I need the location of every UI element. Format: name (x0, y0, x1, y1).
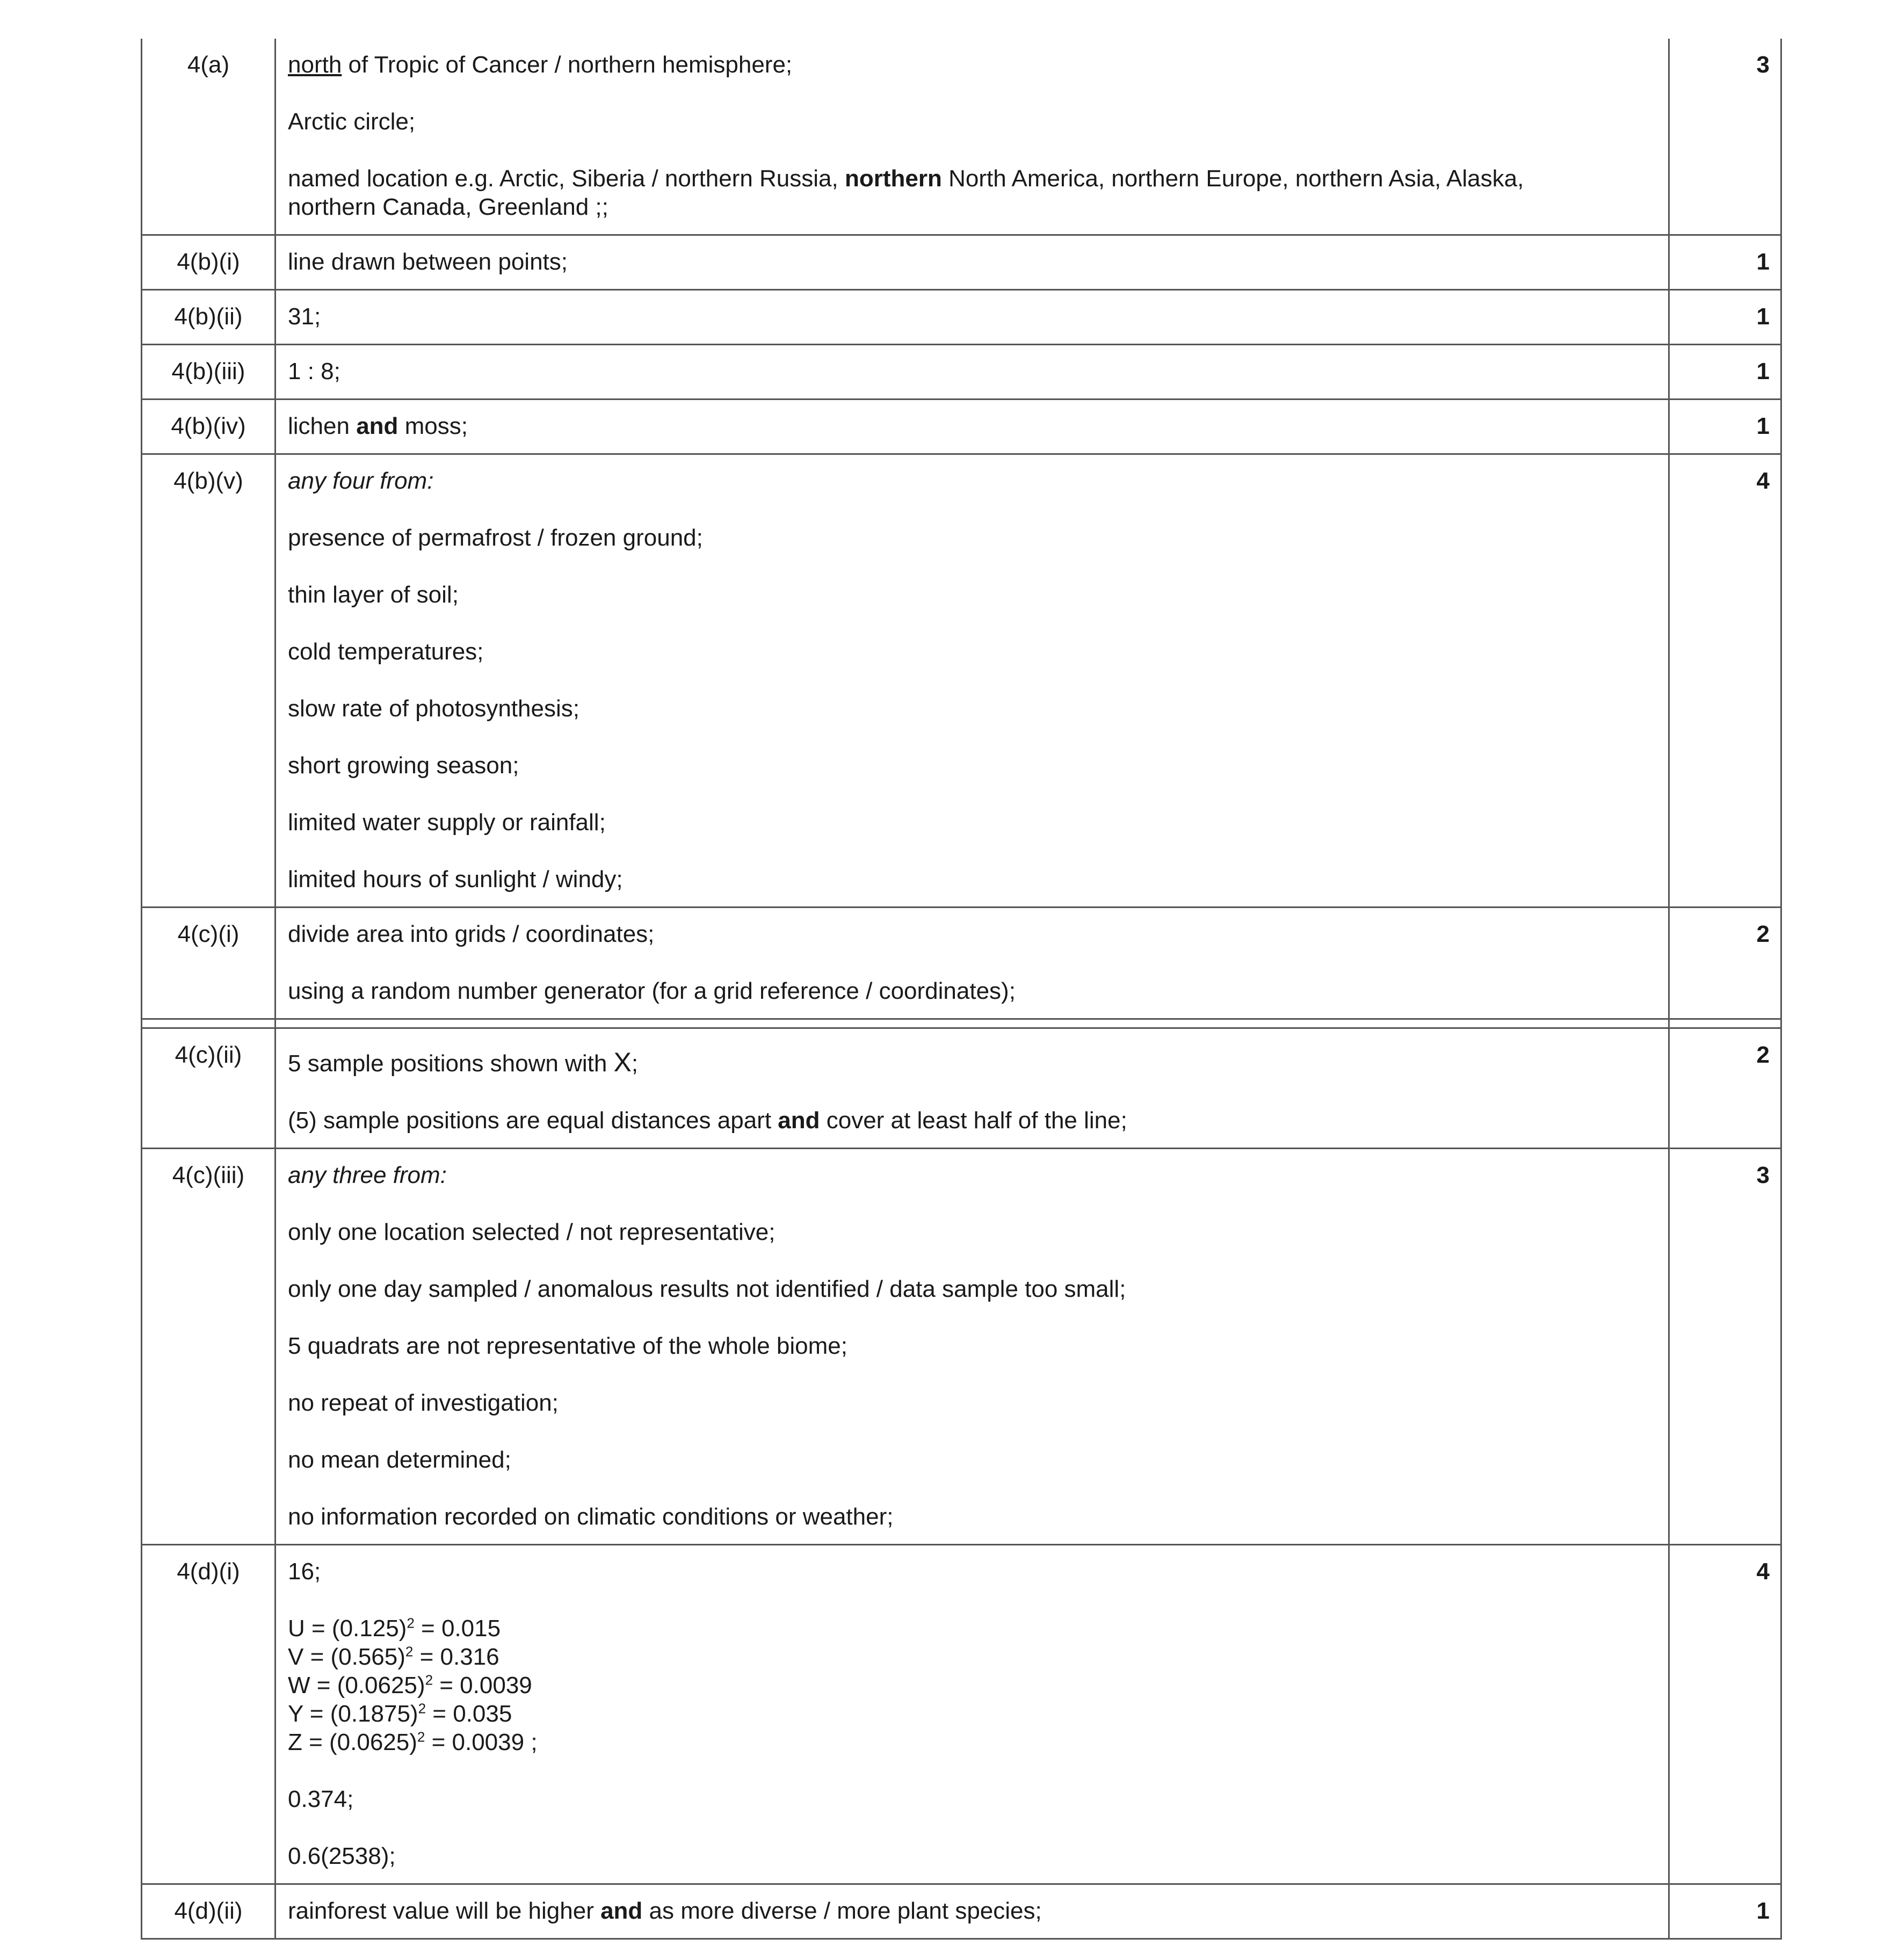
answer-line: limited hours of sunlight / windy; (288, 866, 623, 892)
question-number: 4(b)(iii) (142, 345, 276, 400)
calc-term: V = (0.565) (288, 1644, 405, 1670)
mark-scheme-table (141, 39, 1782, 1940)
bold-keyword: and (600, 1898, 643, 1924)
answer-cell (276, 454, 1669, 908)
answer-intro: any three from: (288, 1162, 447, 1188)
calc-result: = 0.035 (426, 1701, 512, 1727)
answer-line: short growing season; (288, 752, 519, 779)
marks: 3 (1669, 39, 1781, 235)
exponent: 2 (425, 1672, 433, 1688)
mark-scheme (141, 39, 1770, 1940)
answer-text: named location e.g. Arctic, Siberia / northern Russia, (288, 165, 845, 192)
marks: 1 (1669, 345, 1781, 400)
underlined-keyword: north (288, 52, 342, 78)
answer-line: 0.6(2538); (288, 1843, 396, 1869)
marks: 1 (1669, 400, 1781, 454)
answer-text: rainforest value will be higher (288, 1898, 601, 1924)
question-number: 4(c)(i) (142, 908, 276, 1019)
answer-text: of Tropic of Cancer / northern hemisphere; (342, 52, 793, 78)
answer-text: cover at least half of the line; (820, 1107, 1127, 1134)
answer-cell (276, 908, 1669, 1019)
answer-line: cold temperatures; (288, 638, 484, 665)
calc-result: = 0.316 (413, 1644, 499, 1670)
question-number: 4(b)(iv) (142, 400, 276, 454)
question-number: 4(c)(ii) (142, 1028, 276, 1149)
bold-keyword: and (778, 1107, 820, 1134)
marks: 4 (1669, 454, 1781, 908)
answer-line: slow rate of photosynthesis; (288, 695, 579, 722)
page-break-divider (142, 1019, 1781, 1028)
calc-term: W = (0.0625) (288, 1672, 425, 1698)
table-row (142, 400, 1781, 454)
answer-cell (276, 290, 1669, 345)
answer-line: only one location selected / not representative; (288, 1219, 776, 1245)
marks: 2 (1669, 908, 1781, 1019)
marks: 1 (1669, 235, 1781, 290)
answer-intro: any four from: (288, 468, 434, 494)
answer-line: 16; (288, 1558, 321, 1585)
calc-term: Z = (0.0625) (288, 1729, 417, 1755)
calc-result: = 0.0039 (433, 1672, 532, 1698)
table-row (142, 1884, 1781, 1939)
exponent: 2 (405, 1643, 414, 1660)
answer-line: 0.374; (288, 1786, 354, 1812)
answer-line: no mean determined; (288, 1447, 511, 1473)
question-number: 4(b)(i) (142, 235, 276, 290)
marks: 1 (1669, 290, 1781, 345)
exponent: 2 (407, 1615, 415, 1631)
answer-cell (276, 1884, 1669, 1939)
answer-text: line drawn between points; (288, 249, 568, 275)
cross-symbol: X (613, 1047, 632, 1077)
answer-line: no repeat of investigation; (288, 1390, 559, 1416)
answer-cell (276, 39, 1669, 235)
answer-text: lichen (288, 413, 357, 439)
calculation-line (288, 1643, 1656, 1671)
answer-line: 5 quadrats are not representative of the whole biome; (288, 1333, 847, 1359)
answer-text: 1 : 8; (288, 358, 340, 384)
table-row (142, 908, 1781, 1019)
answer-line: no information recorded on climatic conditions or weather; (288, 1504, 894, 1530)
exponent: 2 (418, 1700, 426, 1717)
answer-line (288, 1106, 1656, 1135)
table-row (142, 454, 1781, 908)
answer-text: moss; (398, 413, 468, 439)
calc-term: U = (0.125) (288, 1615, 407, 1642)
question-number: 4(c)(iii) (142, 1149, 276, 1545)
question-number: 4(b)(v) (142, 454, 276, 908)
calculation-block (288, 1614, 1656, 1756)
bold-keyword: and (356, 413, 398, 439)
calculation-line (288, 1614, 1656, 1643)
answer-line: Arctic circle; (288, 108, 416, 135)
answer-cell (276, 1028, 1669, 1149)
table-row (142, 1149, 1781, 1545)
answer-text: ; (631, 1050, 639, 1077)
answer-line: thin layer of soil; (288, 582, 459, 608)
answer-text: northern Canada, Greenland ;; (288, 194, 608, 220)
marks: 2 (1669, 1028, 1781, 1149)
exponent: 2 (417, 1729, 425, 1745)
answer-cell (276, 1545, 1669, 1884)
question-number: 4(b)(ii) (142, 290, 276, 345)
divider-cell (142, 1019, 276, 1028)
marks: 1 (1669, 1884, 1781, 1939)
table-row (142, 39, 1781, 235)
marks: 3 (1669, 1149, 1781, 1545)
calc-term: Y = (0.1875) (288, 1701, 418, 1727)
calc-result: = 0.0039 ; (425, 1729, 538, 1755)
answer-line: divide area into grids / coordinates; (288, 921, 655, 947)
answer-cell (276, 400, 1669, 454)
table-row (142, 1545, 1781, 1884)
answer-line (288, 164, 1656, 221)
calculation-line (288, 1728, 1656, 1756)
question-number: 4(a) (142, 39, 276, 235)
answer-text: North America, northern Europe, northern Asia, Alaska, (941, 165, 1524, 192)
answer-text: 5 sample positions shown with (288, 1050, 614, 1077)
divider-cell (1669, 1019, 1781, 1028)
answer-line: only one day sampled / anomalous results not identified / data sample too small; (288, 1276, 1126, 1302)
answer-cell (276, 345, 1669, 400)
answer-text: 31; (288, 303, 321, 330)
calculation-line (288, 1671, 1656, 1700)
answer-line (288, 50, 1656, 79)
answer-text: as more diverse / more plant species; (642, 1898, 1042, 1924)
answer-text: (5) sample positions are equal distances apart (288, 1107, 778, 1134)
marks: 4 (1669, 1545, 1781, 1884)
table-row (142, 235, 1781, 290)
answer-line: using a random number generator (for a grid reference / coordinates); (288, 978, 1016, 1004)
question-number: 4(d)(ii) (142, 1884, 276, 1939)
table-row (142, 290, 1781, 345)
answer-cell (276, 1149, 1669, 1545)
bold-keyword: northern (844, 165, 942, 192)
answer-line (288, 1048, 1656, 1078)
answer-cell (276, 235, 1669, 290)
table-row (142, 345, 1781, 400)
answer-line: limited water supply or rainfall; (288, 809, 606, 836)
table-row (142, 1028, 1781, 1149)
calc-result: = 0.015 (414, 1615, 501, 1642)
calculation-line (288, 1700, 1656, 1728)
answer-line: presence of permafrost / frozen ground; (288, 525, 703, 551)
divider-cell (276, 1019, 1669, 1028)
question-number: 4(d)(i) (142, 1545, 276, 1884)
